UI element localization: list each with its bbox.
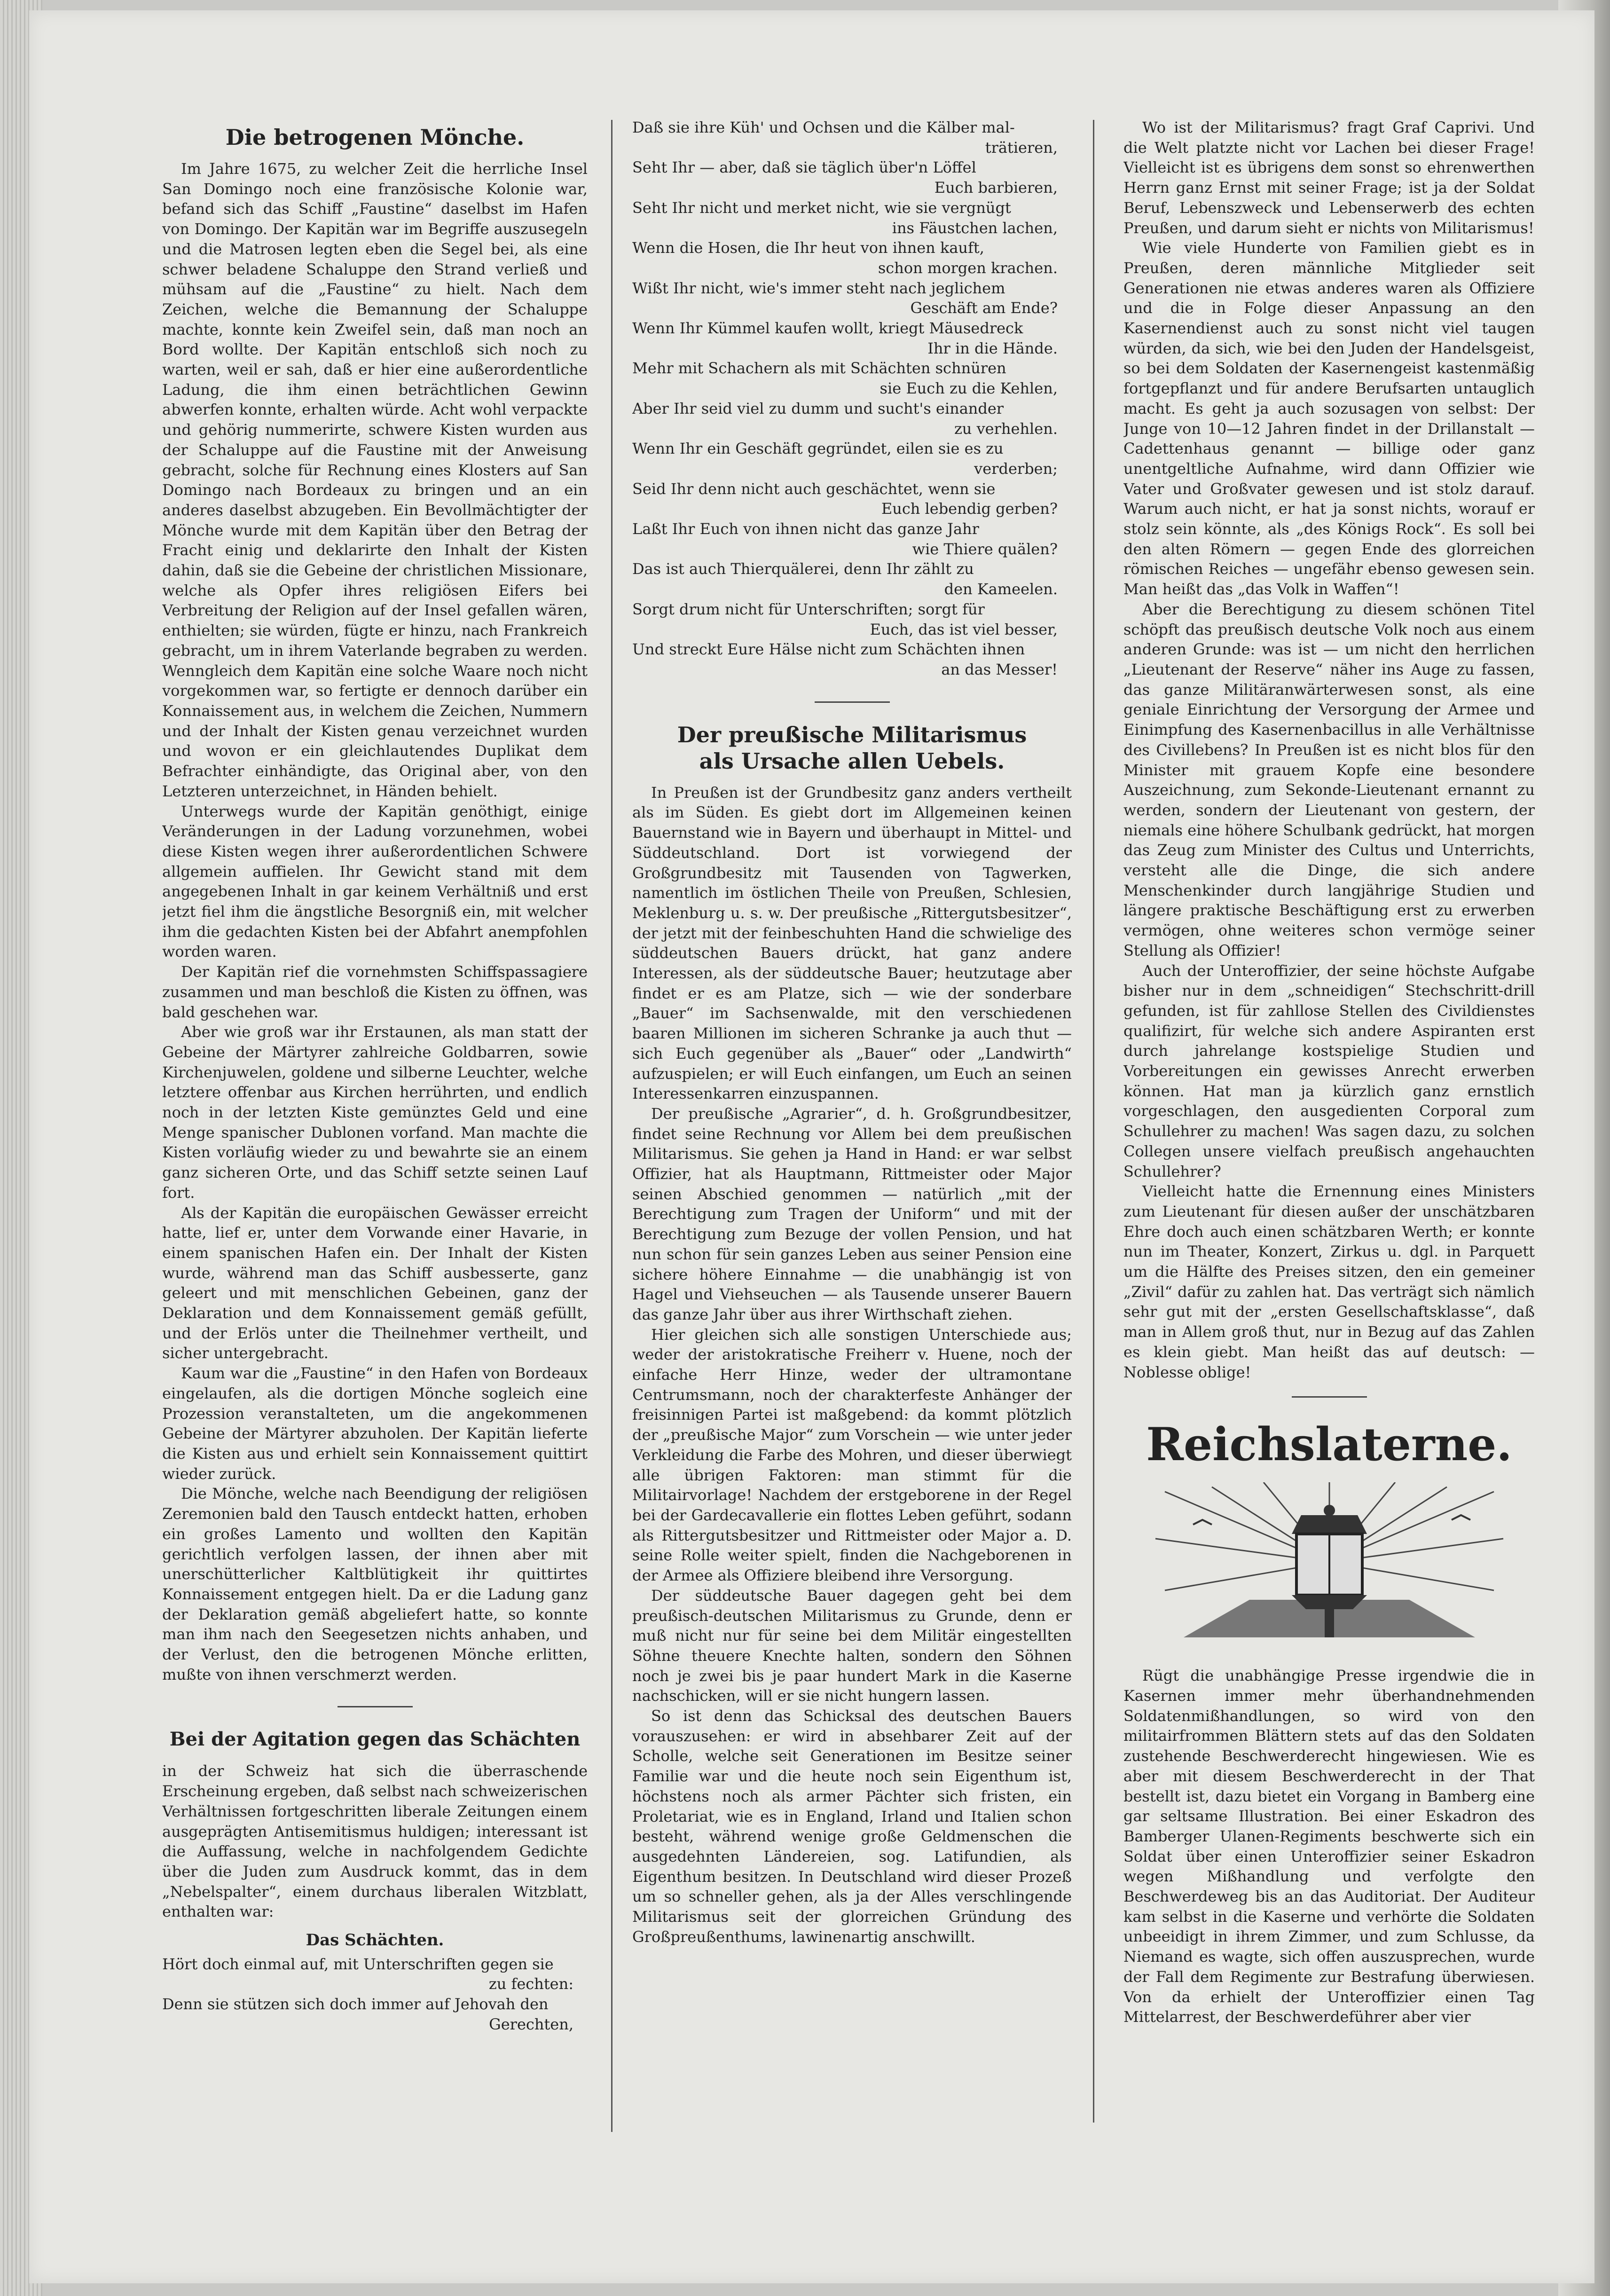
paragraph: Aber die Berechtigung zu diesem schönen Titel schöpft das preußisch deutsche Volk noch aus einem anderen Grunde: was ist — um nicht den herrlichen „Lieutenant der Reserve“ näher ins Auge zu fassen, das ganze Militäranwärterwesen sonst, als eine geniale Einrichtung der Versorgung der Armee und Einimpfung des Kasernenbacillus in alle Verhältnisse des Civillebens? In Preußen ist es nicht blos für den Minister mit grauem Kopfe eine besondere Auszeichnung, zum Sekonde-Lieutenant ernannt zu werden, sondern der Lieutenant von gestern, der niemals eine höhere Schulbank gedrückt, hat morgen das Zeug zum Minister des Cultus und Unterrichts, versteht alle die Dinge, die sich andere Menschenkinder durch langjährige Studien und längere praktische Beschäftigung erst zu erwerben vermögen, ohne weiteres schon vermöge seiner Stellung als Offizier! bbox=[1123, 600, 1535, 959]
poem-line: ins Fäustchen lachen, bbox=[892, 219, 1058, 237]
poem-line: Mehr mit Schachern als mit Schächten schnüren bbox=[632, 359, 1006, 377]
lantern-illustration-icon bbox=[1146, 1482, 1513, 1651]
column-1 bbox=[162, 118, 588, 2134]
masthead-reichslaterne: Reichslaterne. bbox=[1146, 1418, 1512, 1471]
article-title-moenche: Die betrogenen Mönche. bbox=[225, 125, 525, 150]
poem-line: Wenn Ihr Kümmel kaufen wollt, kriegt Mäusedreck bbox=[632, 319, 1023, 338]
paragraph: Die Mönche, welche nach Beendigung der religiösen Zeremonien bald den Tausch entdeckt hatten, erhoben ein großes Lamento und wollten den Kapitän gerichtlich verfolgen lassen, der ihnen aber mit unerschütterlicher Kaltblütigkeit ihr quittirtes Konnaissement entgegen hielt. Da er die Ladung ganz der Deklaration gemäß abgeliefert hatte, so konnte man ihm nach den Seegesetzen nichts anhaben, und der Verlust, den die betrogenen Mönche erlitten, mußte von ihnen verschmerzt werden. bbox=[162, 1485, 588, 1683]
paragraph: Wie viele Hunderte von Familien giebt es in Preußen, deren männliche Mitglieder seit Generationen nie etwas anderes waren als Offiziere und die in Folge dieser Anpassung an den Kasernendienst auch zu sonst nicht viel taugen würden, da sich, wie bei den Juden der Handelsgeist, so bei dem Soldaten der Kasernengeist kastenmäßig fortgepflanzt und für andere Berufsarten untauglich macht. Es geht ja auch sozusagen von selbst: Der Junge von 10—12 Jahren findet in der Drillanstalt — Cadettenhaus genannt — billige oder ganz unentgeltliche Aufnahme, wird dann Offizier wie Vater und Großvater gewesen und ist stolz darauf. Warum auch nicht, er hat ja sonst nichts, worauf er stolz sein könnte, als „des Königs Rock“. Es soll bei den alten Römern — gegen Ende des glorreichen römischen Reiches — ungefähr ebenso gewesen sein. Man heißt das „das Volk in Waffen“! bbox=[1123, 239, 1535, 598]
poem-line: Euch barbieren, bbox=[934, 179, 1058, 197]
poem-line: zu verhehlen. bbox=[954, 419, 1058, 438]
section-divider bbox=[338, 1706, 413, 1707]
paragraph: in der Schweiz hat sich die überraschende Erscheinung ergeben, daß selbst nach schweizerischen Verhältnissen fortgeschritten liberale Zeitungen einem ausgeprägten Antisemitismus huldigen; interessant ist die Auffassung, welche in nachfolgendem Gedichte über die Juden zum Ausdruck kommt, das in dem „Nebelspalter“, einem durchaus liberalen Witzblatt, enthalten war: bbox=[162, 1762, 588, 1921]
poem-line: Sorgt drum nicht für Unterschriften; sorgt für bbox=[632, 600, 985, 618]
poem-line: Denn sie stützen sich doch immer auf Jehovah den bbox=[162, 1995, 549, 2013]
paragraph: Als der Kapitän die europäischen Gewässer erreicht hatte, lief er, unter dem Vorwande einer Havarie, in einem spanischen Hafen ein. Der Inhalt der Kisten wurde, während man das Schiff ausbesserte, ganz geleert und mit menschlichen Gebeinen, ganz der Deklaration und dem Konnaissement gemäß gefüllt, und der Erlös unter die Theilnehmer vertheilt, und sicher untergebracht. bbox=[162, 1203, 588, 1362]
poem-line: wie Thiere quälen? bbox=[912, 540, 1058, 558]
poem-line: Seid Ihr denn nicht auch geschächtet, wenn sie bbox=[632, 480, 996, 498]
paragraph: So ist denn das Schicksal des deutschen Bauers vorauszusehen: er wird in absehbarer Zeit auf der Scholle, welche seit Generationen im Besitze seiner Familie war und die heute noch sein Eigenthum ist, höchstens noch als armer Pächter sich fristen, ein Proletariat, wie es in England, Irland und Italien schon besteht, während wenige große Geldmenschen die ausgedehnten Ländereien, sog. Latifundien, als Eigenthum besitzen. In Deutschland wird dieser Prozeß um so schneller gehen, als ja der Alles verschlingende Militarismus seit der glorreichen Gründung des Großpreußenthums, lawinenartig anschwillt. bbox=[632, 1707, 1072, 1946]
poem-line: den Kameelen. bbox=[944, 580, 1058, 598]
article-title-militarismus-1: Der preußische Militarismus bbox=[677, 722, 1027, 747]
poem-line: schon morgen krachen. bbox=[878, 259, 1058, 277]
poem-line: Euch lebendig gerben? bbox=[881, 500, 1058, 518]
poem-line: verderben; bbox=[974, 459, 1058, 478]
paragraph: Der süddeutsche Bauer dagegen geht bei dem preußisch-deutschen Militarismus zu Grunde, denn er muß nicht nur für seine bei dem Militär eingestellten Söhne theuere Knechte halten, sondern den Söhnen noch je zwei bis je paar hundert Mark in die Kaserne nachschicken, will er sie nicht hungern lassen. bbox=[632, 1586, 1072, 1705]
column-2 bbox=[632, 118, 1072, 2130]
poem-line: sie Euch zu die Kehlen, bbox=[880, 379, 1058, 398]
paragraph: Vielleicht hatte die Ernennung eines Ministers zum Lieutenant für diesen außer der unschätzbaren Ehre doch auch einen schätzbaren Werth; er konnte nun im Theater, Konzert, Zirkus u. dgl. in Parquett um die Hälfte des Preises sitzen, den ein gemeiner „Zivil“ dafür zu zahlen hat. Das verträgt sich nämlich sehr gut mit der „ersten Gesellschaftsklasse“, daß man in Allem groß thut, nur in Bezug auf das Zahlen es klein giebt. Man heißt das auf deutsch: — Noblesse oblige! bbox=[1123, 1182, 1535, 1381]
poem-line: Wenn Ihr ein Geschäft gegründet, eilen sie es zu bbox=[632, 440, 1004, 458]
section-divider bbox=[815, 701, 890, 703]
article-title-militarismus-2: als Ursache allen Uebels. bbox=[699, 748, 1005, 774]
poem-line: Hört doch einmal auf, mit Unterschriften gegen sie bbox=[162, 1955, 554, 1973]
paragraph: In Preußen ist der Grundbesitz ganz anders vertheilt als im Süden. Es giebt dort im Allgemeinen keinen Bauernstand wie in Bayern und überhaupt in Mittel- und Süddeutschland. Dort ist vorwiegend der Großgrundbesitz mit Tausenden von Tagwerken, namentlich im östlichen Theile von Preußen, Schlesien, Meklenburg u. s. w. Der preußische „Rittergutsbesitzer“, der jetzt mit der feinbeschuhten Hand die schwielige des süddeutschen Bauers drückt, hat ganz andere Interessen, als der süddeutsche Bauer; heutzutage aber findet er es am Platze, sich — wie der sonderbare „Bauer“ im Sachsenwalde, mit den verschiedenen baaren Millionen im sicheren Schranke ja auch thut — sich Euch gegenüber als „Bauer“ oder „Landwirth“ aufzuspielen; er will Euch einfangen, um Euch an seinen Interessenkarren einzuspannen. bbox=[632, 783, 1072, 1103]
column-3 bbox=[1123, 118, 1535, 2139]
poem-line: Wißt Ihr nicht, wie's immer steht nach jeglichem bbox=[632, 279, 1005, 297]
poem-line: Seht Ihr nicht und merket nicht, wie sie vergnügt bbox=[632, 198, 1011, 217]
poem-line: Und streckt Eure Hälse nicht zum Schächten ihnen bbox=[632, 640, 1025, 659]
paragraph: Kaum war die „Faustine“ in den Hafen von Bordeaux eingelaufen, als die dortigen Mönche sogleich eine Prozession veranstalteten, um die angekommenen Gebeine der Märtyrer abzuholen. Der Kapitän lieferte die Kisten aus und erhielt sein Konnaissement quittirt wieder zurück. bbox=[162, 1364, 588, 1483]
paragraph: Wo ist der Militarismus? fragt Graf Caprivi. Und die Welt platzte nicht vor Lachen bei dieser Frage! Vielleicht ist es übrigens dem sonst so ehrenwerthen Herrn ganz Ernst mit seiner Frage; ist ja der Soldat Beruf, Lebenszweck und Lebenserwerb des echten Preußen, und darum sieht er nichts von Militarismus! bbox=[1123, 118, 1535, 237]
poem-line: Euch, das ist viel besser, bbox=[870, 620, 1058, 638]
column-rule-1 bbox=[611, 120, 613, 2132]
poem-line: Das ist auch Thierquälerei, denn Ihr zählt zu bbox=[632, 560, 974, 578]
poem-line: Geschäft am Ende? bbox=[910, 299, 1058, 317]
paragraph: Der Kapitän rief die vornehmsten Schiffspassagiere zusammen und man beschloß die Kisten zu öffnen, was bald geschehen war. bbox=[162, 963, 588, 1021]
paragraph: Auch der Unteroffizier, der seine höchste Aufgabe bisher nur in dem „schneidigen“ Stechschritt-drill gefunden, ist für zahllose Stellen des Civildienstes qualifizirt, für welche sich andere Aspiranten erst durch jahrelange kostspielige Studien und Vorbereitungen ein gewisses Anrecht erwerben können. Hat man ja kürzlich ganz ernstlich vorgeschlagen, den ausgedienten Corporal zum Schullehrer zu machen! Was sagen dazu, zu solchen Collegen unsere vielfach preußisch angehauchten Schullehrer? bbox=[1123, 961, 1535, 1180]
poem-line: Ihr in die Hände. bbox=[927, 339, 1058, 357]
paragraph: Rügt die unabhängige Presse irgendwie die in Kasernen immer mehr überhandnehmenden Soldatenmißhandlungen, so wird von den militairfrommen Blättern stets auf das den Soldaten zustehende Beschwerderecht hingewiesen. Wie es aber mit diesem Beschwerderecht in der That bestellt ist, dazu bietet ein Vorgang in Bamberg eine gar seltsame Illustration. Bei einer Eskadron des Bamberger Ulanen-Regiments beschwerte sich ein Soldat über einen Unteroffizier seiner Eskadron wegen Mißhandlung und verfolgte den Beschwerdeweg bis an das Auditoriat. Der Auditeur kam selbst in die Kaserne und verhörte die Soldaten unbeeidigt in ihrem Zimmer, und zum Schlusse, da Niemand es wagte, sich offen auszusprechen, wurde der Fall dem Regimente zur Bestrafung überwiesen. Von da erhielt der Unteroffizier einen Tag Mittelarrest, der Beschwerdeführer aber vier bbox=[1123, 1667, 1535, 2026]
section-divider bbox=[1292, 1396, 1367, 1398]
paragraph: Unterwegs wurde der Kapitän genöthigt, einige Veränderungen in der Ladung vorzunehmen, wobei diese Kisten wegen ihrer außerordentlichen Schwere allgemein auffielen. Ihr Gewicht stand mit dem angegebenen Inhalt in gar keinem Verhältniß und erst jetzt fiel ihm die ängstliche Besorgniß ein, mit welcher ihm die gedachten Kisten bei der Abfahrt anempfohlen worden waren. bbox=[162, 802, 588, 961]
poem-line: Daß sie ihre Küh' und Ochsen und die Kälber mal- bbox=[632, 118, 1015, 136]
column-rule-2 bbox=[1093, 120, 1094, 2123]
poem-line: Seht Ihr — aber, daß sie täglich über'n Löffel bbox=[632, 158, 976, 177]
article-title-schaechten: Bei der Agitation gegen das Schächten bbox=[169, 1728, 581, 1751]
poem-line: zu fechten: bbox=[488, 1975, 573, 1993]
paragraph: Hier gleichen sich alle sonstigen Unterschiede aus; weder der aristokratische Freiherr v. Huene, noch der einfache Herr Hinze, weder der ultramontane Centrumsmann, noch der charakterfeste Anhänger der freisinnigen Partei ist maßgebend: da kommt plötzlich der „preußische Major“ zum Vorschein — wie unter jeder Verkleidung die Farbe des Mohren, und dieser überwiegt alle übrigen Faktoren: man stimmt für die Militairvorlage! Nachdem der erstgeborene in der Regel bei der Gardecavallerie ein flottes Leben geführt, sodann als Rittergutsbesitzer und Rittmeister oder Major a. D. seine Rolle weiter spielt, finden die Nachgeborenen in der Armee als Offiziere bleibend ihre Versorgung. bbox=[632, 1325, 1072, 1585]
poem-line: trätieren, bbox=[985, 138, 1058, 157]
paragraph: Aber wie groß war ihr Erstaunen, als man statt der Gebeine der Märtyrer zahlreiche Goldbarren, sowie Kirchenjuwelen, goldene und silberne Leuchter, welche letztere offenbar aus Kirchen herrührten, und endlich noch in der letzten Kiste gemünztes Geld und eine Menge spanischer Dublonen vorfand. Man machte die Kisten vorläufig wieder zu und bewahrte sie an einem ganz sicheren Orte, und das Schiff setzte seinen Lauf fort. bbox=[162, 1023, 588, 1202]
poem-line: an das Messer! bbox=[941, 660, 1058, 678]
paragraph: Der preußische „Agrarier“, d. h. Großgrundbesitzer, findet seine Rechnung vor Allem bei dem preußischen Militarismus. Sie gehen ja Hand in Hand: er war selbst Offizier, hat als Hauptmann, Rittmeister oder Major seinen Abschied genommen — natürlich „mit der Berechtigung zum Tragen der Uniform“ und mit der Berechtigung zum Bezuge der vollen Pension, und hat nun schon für sein ganzes Leben aus seiner Pension eine sichere höhere Einnahme — die unabhängig ist von Hagel und Viehseuchen — als Tausende unserer Bauern das ganze Jahr über aus ihrer Wirthschaft ziehen. bbox=[632, 1104, 1072, 1323]
poem-line: Gerechten, bbox=[489, 2015, 573, 2033]
poem-title: Das Schächten. bbox=[306, 1931, 444, 1950]
poem-line: Laßt Ihr Euch von ihnen nicht das ganze Jahr bbox=[632, 520, 979, 538]
poem-line: Wenn die Hosen, die Ihr heut von ihnen kauft, bbox=[632, 239, 984, 257]
paragraph: Im Jahre 1675, zu welcher Zeit die herrliche Insel San Domingo noch eine französische Kolonie war, befand sich das Schiff „Faustine“ daselbst im Hafen von Domingo. Der Kapitän war im Begriffe auszusegeln und die Matrosen legten eben die Segel bei, als eine schwer beladene Schaluppe den Strand verließ und mühsam auf die „Faustine“ zu hielt. Nach dem Zeichen, welche die Bemannung der Schaluppe machte, konnte kein Zweifel sein, daß man noch an Bord wollte. Der Kapitän entschloß sich noch zu warten, weil er sah, daß er hier eine außerordentliche Ladung, die ihm einen beträchtlichen Gewinn abwerfen konnte, erhalten würde. Acht wohl verpackte und gehörig nummerirte, schwere Kisten wurden aus der Schaluppe auf die Faustine mit der Anweisung gebracht, solche für Rechnung eines Klosters auf San Domingo nach Bordeaux zu bringen und an ein anderes daselbst abzugeben. Ein Bevollmächtigter der Mönche wurde mit dem Kapitän über den Betrag der Fracht einig und deklarirte den Inhalt der Kisten dahin, daß sie die Gebeine der christlichen Missionare, welche als Opfer ihres religiösen Eifers bei Verbreitung der Religion auf der Insel gefallen wären, enthielten; sie würden, fügte er hinzu, nach Frankreich gebracht, um in ihrem Vaterlande begraben zu werden. Wenngleich dem Kapitän eine solche Waare noch nicht vorgekommen war, so fertigte er dennoch darüber ein Konnaissement aus, in welchem die Zeichen, Nummern und der Inhalt der Kisten genau verzeichnet wurden und wovon er ein gleichlautendes Duplikat dem Befrachter einhändigte, das Original aber, von den Letzteren unterzeichnet, in Händen behielt. bbox=[162, 160, 588, 800]
poem-line: Aber Ihr seid viel zu dumm und sucht's einander bbox=[632, 399, 1004, 417]
